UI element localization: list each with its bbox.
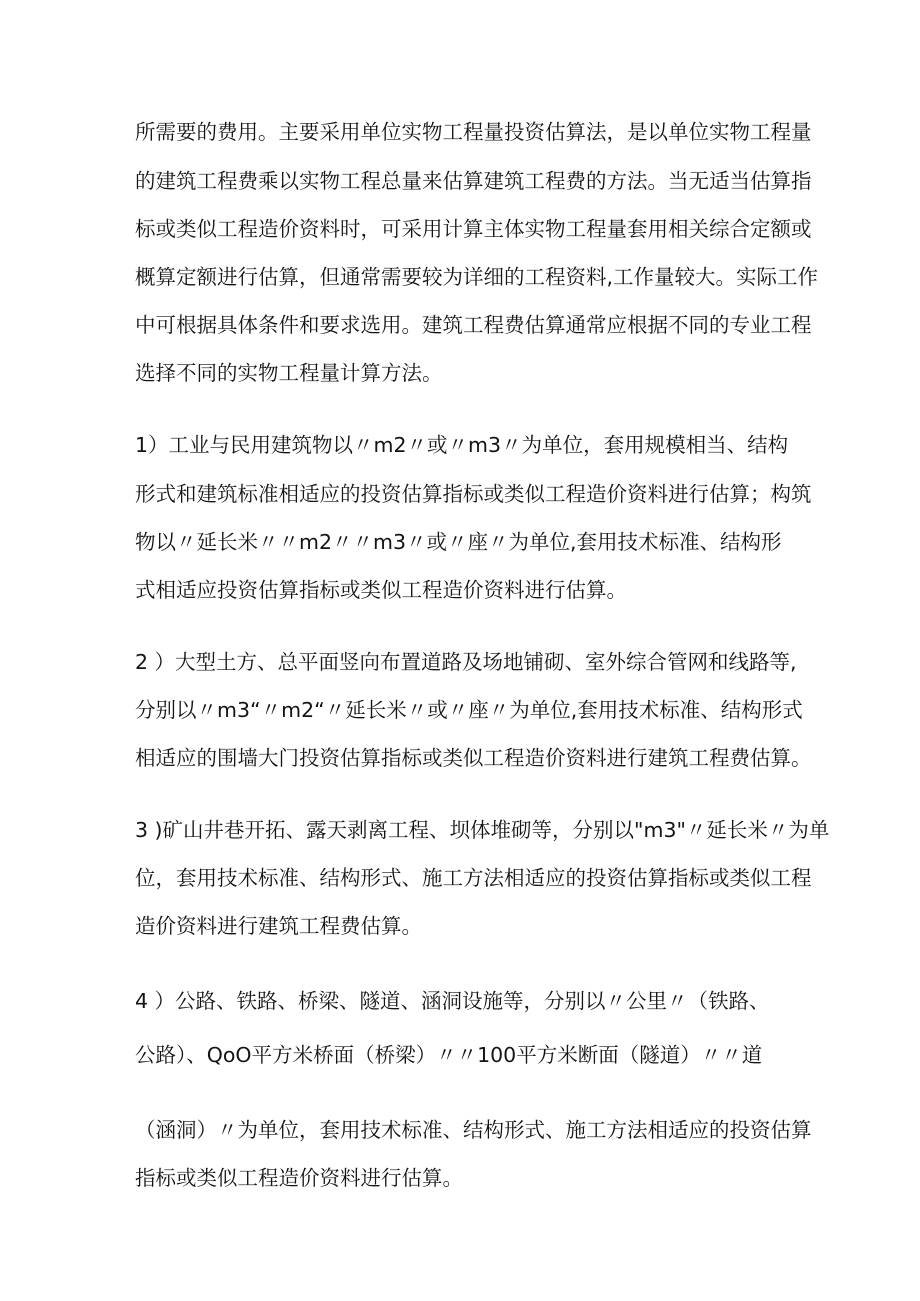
text-line: 物以〃延长米〃〃m2〃〃m3〃或〃座〃为单位,套用技术标准、结构形 [135, 530, 782, 554]
text-line: 标或类似工程造价资料时，可采用计算主体实物工程量套用相关综合定额或 [135, 217, 812, 241]
text-line: 概算定额进行估算，但通常需要较为详细的工程资料,工作量较大。实际工作 [135, 265, 819, 289]
text-line: 选择不同的实物工程量计算方法。 [135, 361, 443, 385]
text-line: 位，套用技术标准、结构形式、施工方法相适应的投资估算指标或类似工程 [135, 866, 812, 890]
text-line: 形式和建筑标准相适应的投资估算指标或类似工程造价资料进行估算；构筑 [135, 482, 812, 506]
text-line: 3 )矿山井巷开拓、露天剥离工程、坝体堆砌等，分别以"m3"〃延长米〃为单 [135, 818, 830, 842]
text-line: 的建筑工程费乘以实物工程总量来估算建筑工程费的方法。当无适当估算指 [135, 169, 812, 193]
text-line: 4 ）公路、铁路、桥梁、隧道、涵洞设施等，分别以〃公里〃（铁路、 [135, 989, 770, 1013]
text-line: 分别以〃m3“〃m2“〃延长米〃或〃座〃为单位,套用技术标准、结构形式 [135, 698, 803, 722]
text-line: 公路）、QoO平方米桥面（桥梁）〃〃100平方米断面（隧道）〃〃道 [135, 1043, 763, 1067]
text-line: 指标或类似工程造价资料进行估算。 [135, 1166, 463, 1190]
text-line: 所需要的费用。主要采用单位实物工程量投资估算法，是以单位实物工程量 [135, 120, 812, 144]
text-line: 1）工业与民用建筑物以〃m2〃或〃m3〃为单位，套用规模相当、结构 [135, 433, 789, 457]
text-line: 中可根据具体条件和要求选用。建筑工程费估算通常应根据不同的专业工程 [135, 313, 812, 337]
text-line: 2 ）大型土方、总平面竖向布置道路及场地铺砌、室外综合管网和线路等, [135, 650, 797, 674]
text-line: 式相适应投资估算指标或类似工程造价资料进行估算。 [135, 578, 627, 602]
text-line: （涵洞）〃为单位，套用技术标准、结构形式、施工方法相适应的投资估算 [135, 1118, 812, 1142]
text-line: 相适应的围墙大门投资估算指标或类似工程造价资料进行建筑工程费估算。 [135, 746, 812, 770]
text-line: 造价资料进行建筑工程费估算。 [135, 914, 422, 938]
